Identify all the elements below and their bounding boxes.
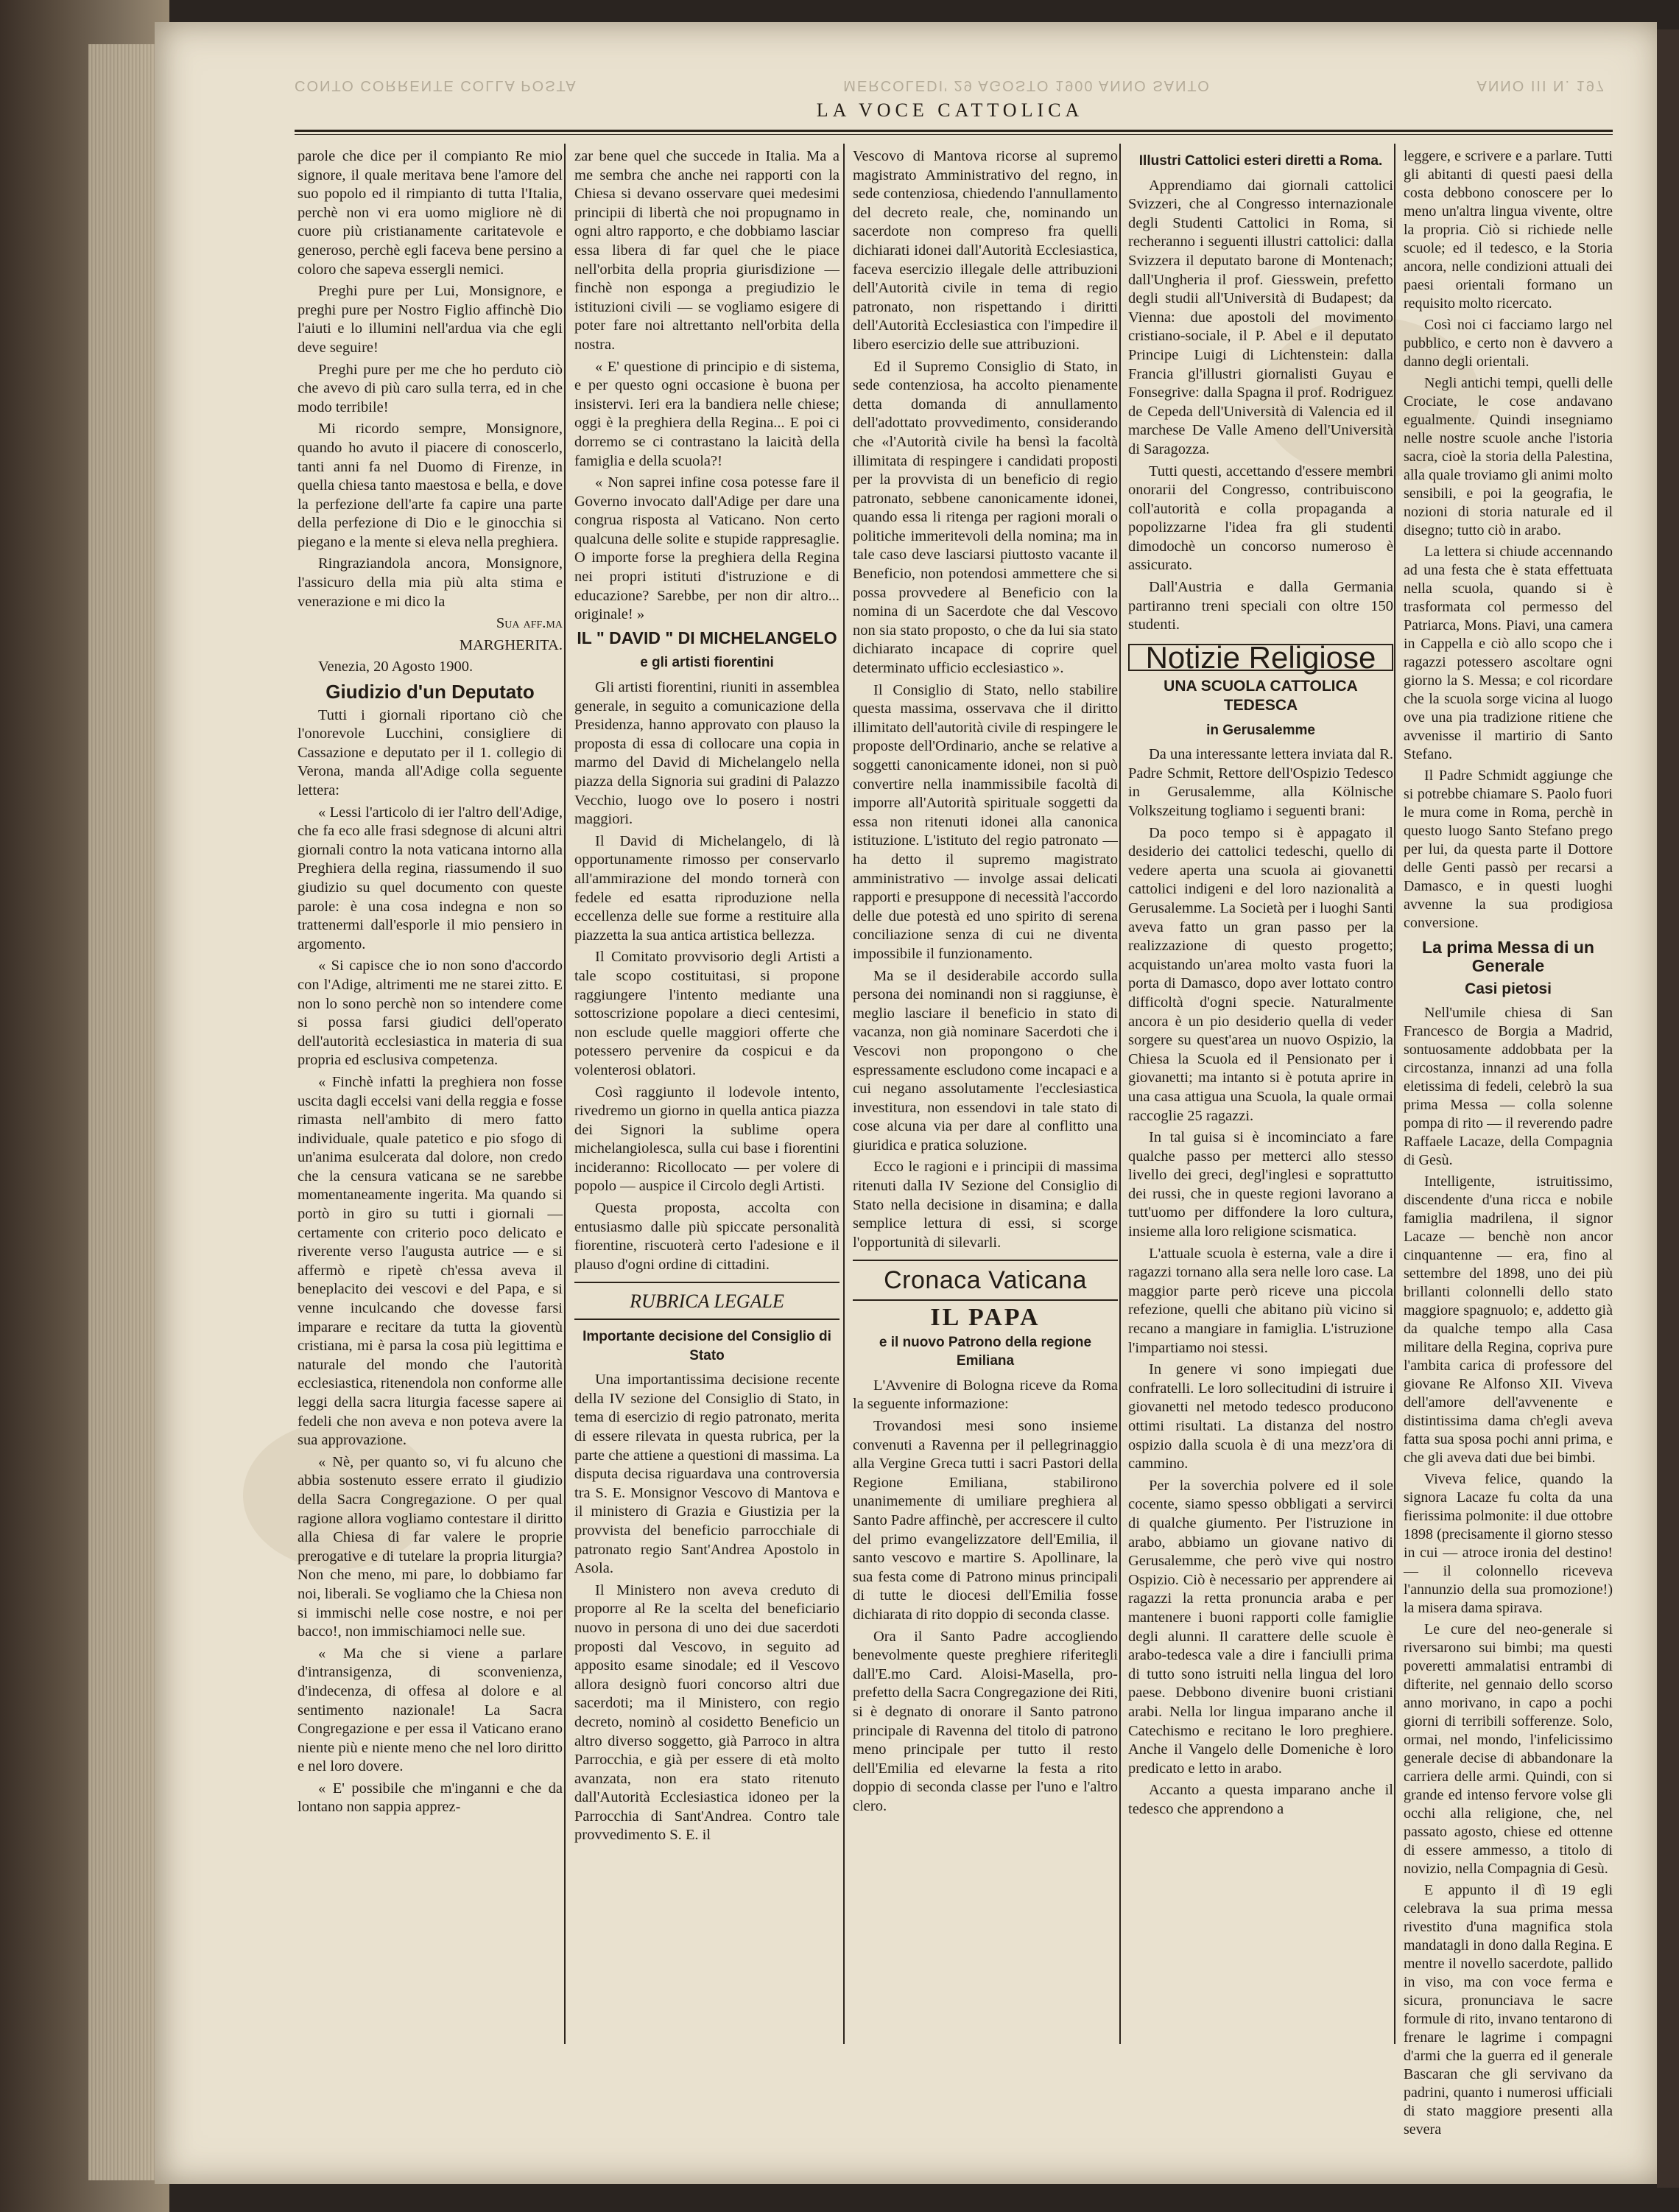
article-heading: IL " DAVID " DI MICHELANGELO	[577, 628, 837, 647]
col3-paragraph: Ecco le ragioni e i principii di massima ritenuti dalla IV Sezione del Consiglio di Stato nella decisione in disamina; e dalla semplice lettura di essi, si scorge l'opportunità di silevarli.	[853, 1159, 1118, 1251]
col1-paragraph: « Nè, per quanto so, vi fu alcuno che abbia sostenuto essere errato il giudizio della Sacra Congregazione. O per qual ragione allora vogliamo contestare il diritto alla Chiesa di far valere le proprie prerogative e di tutelare la propria liturgia? Non che meno, mi pare, lo dobbiamo far noi, liberali. Se vogliamo che la Chiesa non si immischi nelle cose nostre, e noi per bacco!, non immischiamoci nelle sue.	[298, 1453, 563, 1640]
column-2	[574, 147, 840, 1848]
col4-paragraph: Da una interessante lettera inviata dal R. Padre Schmit, Rettore dell'Ospizio Tedesco in Gerusalemme, alla Kölnische Volkszeitung togliamo i seguenti brani:	[1128, 746, 1393, 819]
col1-paragraph: « Ma che si viene a parlare d'intransigenza, di sconvenienza, d'indecenza, di offesa al dolore e al sentimento nazionale! La Sacra Congregazione e per essa il Vaticano erano niente più e niente meno che nel loro diritto e nel loro dovere.	[298, 1645, 563, 1775]
col5-paragraph: Le cure del neo-generale si riversarono sui bimbi; ma questi poveretti ammalatisi entrambi di difterite, nel gennaio dello scorso anno morivano, in capo a pochi giorni di terribili sofferenze. Solo, ormai, nel mondo, l'infelicissimo generale decise di abbandonare la carriera delle armi. Quindi, con si grande ed intenso fervore volse gli occhi alla religione, che, nel passato agosto, chiese ed ottenne di essere ammesso, a titolo di novizio, nella Compagnia di Gesù.	[1404, 1621, 1613, 1877]
header-left: CONTO CORRENTE COLLA POSTA	[295, 77, 577, 94]
col1-paragraph: « Si capisce che io non sono d'accordo con l'Adige, altrimenti me ne starei zitto. E non lo sono perchè non so intendere come si possa farsi giudici dell'operato dell'autorità ecclesiastica in materia di sua propria ed esclusiva competenza.	[298, 958, 563, 1069]
article-heading: Importante decisione del Consiglio di Stato	[582, 1329, 831, 1363]
col1-paragraph: « Lessi l'articolo di ier l'altro dell'Adige, che fa eco alle frasi sdegnose di alcuni altri giornali contro la nota vaticana intorno alla Preghiera della regina, riassumendo il suo giudizio su quel documento con queste parole: è una cosa indegna e non so trattenermi dall'esporle il mio pensiero in argomento.	[298, 804, 563, 952]
col3-paragraph: L'Avvenire di Bologna riceve da Roma la seguente informazione:	[853, 1377, 1118, 1413]
bleed-through-header	[295, 75, 1605, 96]
article-heading: Giudizio d'un Deputato	[325, 681, 535, 703]
col4-paragraph: L'attuale scuola è esterna, vale a dire i ragazzi tornano alla sera nelle loro case. La maggior parte però riceve una piccola refezione, quelli che abitano più vicino si recano a mangiare in famiglia. L'istruzione l'impartiamo noi stessi.	[1128, 1245, 1393, 1356]
section-heading: RUBRICA LEGALE	[630, 1291, 784, 1313]
col2-paragraph: Il Comitato provvisorio degli Artisti a tale scopo costituitasi, si propone raggiungere l'intento mediante una sottoscrizione popolare a dieci centesimi, non esclude quelle maggiori offerte che potessero pervenire da cospicui e da volenterosi oblatori.	[574, 949, 840, 1078]
rubrica-box	[574, 1282, 840, 1320]
col5-paragraph: leggere, e scrivere e a parlare. Tutti gli abitanti di questi paesi della costa debbono conoscere per lo meno un'altra lingua vivente, oltre la propria. Ciò si richiede nelle scuole; ed il tedesco, e la Storia ancora, nelle condizioni attuali dei paesi orientali formano un requisito molto ricercato.	[1404, 148, 1613, 312]
article-heading: La prima Messa di un Generale	[1422, 938, 1594, 975]
col5-paragraph: Intelligente, istruitissimo, discendente d'una ricca e nobile famiglia madrilena, il signor Lacaze — benchè non ancor cinquantenne — era, fino al settembre del 1898, uno dei più brillanti colonnelli dello stato maggiore spagnuolo; e, addetto già da qualche tempo alla Casa militare della Regina, copriva pure l'ambita carica di professore del giovane Re Alfonso XII. Viveva dell'amore dell'avvenente e distintissima dama ch'egli aveva fatta sua sposa pochi anni prima, e che gli aveva dati due bei bimbi.	[1404, 1173, 1613, 1466]
col4-paragraph: In genere vi sono impiegati due confratelli. Le loro sollecitudini di istruire i giovanetti nel metodo tedesco producono ottimi risultati. La distanza del nostro ospizio dalla scuola è di una mezz'ora di cammino.	[1128, 1361, 1393, 1472]
col4-paragraph: Dall'Austria e dalla Germania partiranno treni speciali con oltre 150 studenti.	[1128, 579, 1393, 633]
column-5	[1404, 147, 1613, 2142]
col4-paragraph: Accanto a questa imparano anche il tedesco che apprendono a	[1128, 1782, 1393, 1817]
masthead-rule-thin	[295, 134, 1613, 135]
section-box	[853, 1260, 1118, 1301]
col5-paragraph: Così noi ci facciamo largo nel pubblico, e certo non è davvero a danno degli orientali.	[1404, 317, 1613, 370]
col4-paragraph: Tutti questi, accettando d'essere membri onorarii del Congresso, contribuiscono coll'autorità e colla propaganda a popolizzarne l'idea fra gli studenti dimodochè un concorso numeroso è assicurato.	[1128, 463, 1393, 574]
column-rule-4	[1394, 144, 1395, 2044]
masthead: LA VOCE CATTOLICA	[816, 99, 1084, 121]
article-subheading: e il nuovo Patrono della regione Emiliana	[879, 1334, 1092, 1369]
signature-line: Sua aff.ma	[496, 615, 563, 632]
col2-paragraph: Il Ministero non aveva creduto di proporre al Re la scelta del beneficiario nuovo in persona di uno dei due sacerdoti proposti dal Vescovo, in seguito ad apposito esame sinodale; ed il Vescovo allora designò fuori concorso altri due sacerdoti; ma il Ministero, con regio decreto, nominò al cosidetto Beneficio un altro diverso soggetto, già Parroco in altra Parrocchia, e già per essere di età molto avanzata, non era stato ritenuto dall'Autorità Ecclesiastica idoneo per la Parrocchia di Sant'Andrea. Contro tale provvedimento S. E. il	[574, 1581, 840, 1844]
col3-paragraph: Trovandosi mesi sono insieme convenuti a Ravenna per il pellegrinaggio alla Vergine Greca tutti i sacri Pastori della Regione Emiliana, stabilirono unanimemente di umiliare preghiera al Santo Padre affinchè, per accrescere il culto del primo evangelizzatore dell'Emilia, il santo vescovo e martire S. Apollinare, la sua festa come di Patrono minus principali di tutte le diocesi dell'Emilia fosse dichiarata di rito doppio di seconda classe.	[853, 1418, 1118, 1623]
column-rule-3	[1119, 144, 1121, 2044]
article-subheading: Casi pietosi	[1465, 980, 1552, 997]
article-subheading: in Gerusalemme	[1206, 722, 1315, 738]
signature-name: MARGHERITA.	[459, 636, 563, 653]
col4-paragraph: Per la soverchia polvere ed il sole cocente, siamo spesso obbligati a servirci di qualche giumento. Per l'istruzione in arabo, abbiamo un giovane nativo di Gerusalemme, che però vive qui nostro Ospizio. Ciò è necessario per apprendere ai ragazzi la retta pronuncia araba e per mantenere i buoni rapporti colle famiglie degli alunni. Il carattere delle scuole è arabo-tedesca vale a dire i fanciulli prima di tutto sono istruiti nella lingua del loro paese. Debbono divenire buoni cristiani arabi. Nella lor lingua imparano anche il Catechismo e recitano le loro preghiere. Anche il Vangelo delle Domeniche è loro predicato e letto in arabo.	[1128, 1477, 1393, 1777]
col3-paragraph: Il Consiglio di Stato, nello stabilire questa massima, osservava che il diritto illimitato dell'autorità civile di respingere le proposte dell'Ordinario, anche se relative a soggetti canonicamente idonei, non si può convertire nella inammissibile facoltà di imporre all'Autorità spirituale soggetti da essa non ritenuti idonei alla canonica istituzione. L'istituto del regio patronato — ha detto il supremo magistrato amministrativo — involge assai delicati rapporti e presuppone di necessità l'accordo delle due potestà ed uno spirito di serena conciliazione senza di cui ne diventa impossibile il funzionamento.	[853, 681, 1118, 962]
dateline: Venezia, 20 Agosto 1900.	[318, 659, 474, 675]
col4-paragraph: Apprendiamo dai giornali cattolici Svizzeri, che al Congresso internazionale degli Studenti Cattolici in Roma, si recheranno i seguenti illustri cattolici: dalla Svizzera il deputato barone di Montenach; dall'Ungheria il prof. Giesswein, prefetto degli studii all'Università di Budapest; da Vienna: due apostoli del movimento cristiano-sociale, il P. Abel e il deputato Principe Luigi di Lichtenstein: dalla Francia gl'illustri giornalisti Guyau e Fonsegrive: dalla Spagna il prof. Rodriguez de Cepeda dell'Università di Valencia ed il marchese De Valle Ameno dell'Università di Saragozza.	[1128, 177, 1393, 457]
col2-paragraph: Il David di Michelangelo, di là opportunamente rimosso per conservarlo all'ammirazione del mondo tornerà con fedele ed esatta riproduzione nella eccellenza delle sue forme a restituire alla piazzetta la sua antica artistica bellezza.	[574, 832, 840, 944]
masthead-rule	[295, 130, 1613, 132]
header-center: MERCOLEDI' 29 AGOSTO 1900 ANNO SANTO	[843, 77, 1211, 94]
col2-paragraph: « Non saprei infine cosa potesse fare il Governo invocato dall'Adige per dare una congrua risposta al Vaticano. Non certo qualcuna delle solite e stupide rappresaglie. O importe forse la preghiera della Regina nei propri istituti d'istruzione e di educazione? Sarebbe, per non dir altro... originale! »	[574, 474, 840, 623]
col2-paragraph: Così raggiunto il lodevole intento, rivedremo un giorno in quella antica piazza dei Signori la sublime opera michelangiolesca, sulla cui base i fiorentini incideranno: Ricollocato — per volere di popolo — auspice il Circolo degli Artisti.	[574, 1084, 840, 1195]
col5-paragraph: La lettera si chiude accennando ad una festa che è stata effettuata nella scuola, quando si è trasformata col permesso del Patriarca, Mons. Piavi, una camera in Cappella e ciò allo scopo che i ragazzi potessero ascoltare ogni giorno la S. Messa; e col ricordare che la scuola sorge vicina al luogo ove una pia tradizione ritiene che avvenisse il martirio di Santo Stefano.	[1404, 544, 1613, 762]
col1-paragraph: Mi ricordo sempre, Monsignore, quando ho avuto il piacere di conoscerlo, tanti anni fa nel Duomo di Firenze, in quella chiesa tanto maestosa e bella, e dove la perfezione dell'arte fa capire una parte della perfezione di Dio e le ginocchia si piegano e la mente si eleva nella preghiera.	[298, 421, 563, 550]
section-heading: Cronaca Vaticana	[884, 1266, 1087, 1295]
col3-paragraph: Ora il Santo Padre accogliendo benevolmente queste preghiere riferitegli dall'E.mo Card. Aloisi-Masella, pro-prefetto della Sacra Congregazione dei Riti, si è degnato di onorare il Santo patrono principale di Ravenna del titolo di patrono meno principale per tutto il resto dell'Emilia ed elevarne la festa a rito doppio di seconda classe per l'uno e l'altro clero.	[853, 1628, 1118, 1814]
col5-paragraph: Il Padre Schmidt aggiunge che si potrebbe chiamare S. Paolo fuori le mura come in Roma, perchè in questo luogo Santo Stefano prego per lui, da questa parte il Dottore delle Genti passò per recarsi a Damasco, e in questi luoghi avvenne la sua prodigiosa conversione.	[1404, 768, 1613, 931]
col4-paragraph: In tal guisa si è incominciato a fare qualche passo per metterci allo stesso livello dei greci, degl'inglesi e soprattutto dei russi, che in queste regioni lavorano a tutt'uomo per diffondere la loro cultura, insieme alla loro religione scismatica.	[1128, 1129, 1393, 1240]
col1-paragraph: Tutti i giornali riportano ciò che l'onorevole Lucchini, consigliere di Cassazione e deputato per il 1. collegio di Verona, manda all'Adige colla seguente lettera:	[298, 706, 563, 798]
col2-paragraph: « E' questione di principio e di sistema, e per questo ogni occasione è buona per insistervi. Ieri era la bandiera nelle chiese; oggi è la preghiera della Regina... E poi ci dorremo se ci contrastano la laicità della famiglia e della scuola?!	[574, 358, 840, 469]
col2-paragraph: Gli artisti fiorentini, riuniti in assemblea generale, in seguito a comunicazione della Presidenza, hanno approvato con plauso la proposta di essa di collocare una copia in marmo del David di Michelangelo nella piazza della Signoria sui gradini di Palazzo Vecchio, luogo ove lo posero i nostri maggiori.	[574, 679, 840, 828]
col5-paragraph: Negli antichi tempi, quelli delle Crociate, le cose andavano egualmente. Quindi insegniamo nelle nostre scuole anche l'istoria sacra, cioè la storia della Palestina, alla quale troviamo gli animi molto sensibili, e poi la geografia, le nozioni di storia naturale ed il disegno; tutto ciò in arabo.	[1404, 375, 1613, 538]
right-page-edge	[1657, 29, 1679, 2188]
col1-paragraph: Preghi pure per Lui, Monsignore, e preghi pure per Nostro Figlio affinchè Dio l'aiuti e lo illumini nell'ardua via che egli deve seguire!	[298, 283, 563, 356]
col5-paragraph: Viveva felice, quando la signora Lacaze fu colta da una fierissima polmonite: il due ottobre 1898 (precisamente il giorno stesso in cui — atroce ironia del destino! — il colonnello riceveva l'annunzio della sua promozione!) la misera dama spirava.	[1404, 1471, 1613, 1616]
column-1	[298, 147, 563, 1820]
col2-paragraph: Questa proposta, accolta con entusiasmo dalle più spiccate personalità fiorentine, riscuoterà certo l'adesione e il plauso d'ogni ordine di cittadini.	[574, 1200, 840, 1273]
header-right: ANNO III N. 197	[1476, 77, 1605, 94]
col4-paragraph: Da poco tempo si è appagato il desiderio dei cattolici tedeschi, quello di vedere aperta una scuola ai giovanetti cattolici indigeni e del loro nazionalità a Gerusalemme. La Società per i luoghi Santi aveva fatto un gran passo per la realizzazione di questo progetto; acquistando un'area molto vasta fuori la porta di Damasco, dopo aver lottato contro difficoltà d'ogni specie. Naturalmente ancora è un pio desiderio quella di veder sorgere su quest'area un nuovo Ospizio, la Chiesa la Scuola ed il Pensionato per i giovanetti; ma intanto si è potuta aprire in una casa attigua una Scuola, la quale ormai raccoglie 25 ragazzi.	[1128, 824, 1393, 1124]
col1-paragraph: parole che dice per il compianto Re mio signore, il quale meritava bene l'amore del suo popolo ed il rimpianto di tutta l'Italia, perchè non vi era uomo migliore nè di cuore più cristianamente caritatevole e generoso, perchè egli faceva bene persino a coloro che sapeva essergli nemici.	[298, 148, 563, 278]
article-heading: IL PAPA	[930, 1304, 1041, 1332]
col2-paragraph: Una importantissima decisione recente della IV sezione del Consiglio di Stato, in tema di esercizio di regio patronato, merita di essere rilevata in questa rubrica, per la parte che attiene a questioni di massima. La disputa decisa riguardava una controversia tra S. E. Monsignor Vescovo di Mantova e il ministero di Grazia e Giustizia per la provvista del beneficio parrocchiale di patronato regio Sant'Andrea Apostolo in Asola.	[574, 1372, 840, 1577]
column-3	[853, 147, 1118, 1819]
col1-paragraph: « Finchè infatti la preghiera non fosse uscita dagli eccelsi vani della reggia e fosse rimasta nell'ambito di mero fatto individuale, quale patetico e pio sfogo di un'anima esulcerata dal dolore, non credo che la censura vaticana se ne sarebbe momentaneamente ingerita. Ma quando si portò in giro su tutti i giornali — certamente con criterio poco delicato e riverente verso l'augusta autrice — e si affermò e ripetè ch'essa aveva il beneplacito dei vescovi e del Papa, e si venne inculcando che dovesse farsi imparare e recitare da tutta la gioventù cristiana, mi è parsa la cosa più legittima e naturale del mondo che l'autorità ecclesiastica, ritenendola non conforme alle leggi della sacra liturgia facesse sapere ai fedeli che non aveva e non poteva avere la sua approvazione.	[298, 1073, 563, 1449]
column-4	[1128, 147, 1393, 1822]
col5-paragraph: Nell'umile chiesa di San Francesco de Borgia a Madrid, sontuosamente addobbata per la circostanza, innanzi ad una folla eletissima di fedeli, celebrò la sua prima Messa — colla solenne pompa di rito — il reverendo padre Raffaele Lacaze, della Compagnia di Gesù.	[1404, 1005, 1613, 1168]
col2-paragraph: zar bene quel che succede in Italia. Ma a me sembra che anche nei rapporti con la Chiesa si devano osservare quei medesimi principii di libertà che noi propugnamo in ogni altro rapporto, e che dobbiamo lasciar essa libera di far quel che le piace nell'orbita della propria giurisdizione — finchè non esponga a pregiudizio le istituzioni civili — se vogliamo esigere di poter fare noi altrettanto nell'orbita della nostra.	[574, 148, 840, 353]
col5-paragraph: E appunto il dì 19 egli celebrava la sua prima messa rivestito d'una magnifica stola mandatagli in dono dalla Regina. E mentre il novello sacerdote, pallido in viso, ma con voce ferma e sicura, pronunciava le sacre formule di rito, invano tentarono di frenare le lagrime i compagni d'armi che la guerra ed il generale Bascaran che gli servivano da padrini, quanto i numerosi ufficiali di stato maggiore presenti alla severa	[1404, 1882, 1613, 2138]
column-rule-1	[564, 144, 566, 2044]
col1-paragraph: Preghi pure per me che ho perduto ciò che avevo di più caro sulla terra, ed in che modo terribile!	[298, 361, 563, 415]
col3-paragraph: Vescovo di Mantova ricorse al supremo magistrato Amministrativo del regno, in sede contenziosa, chiedendo l'annullamento del decreto reale, che, nominando un sacerdote non compreso fra quelli dichiarati idonei dall'Autorità Ecclesiastica, faceva esercizio illegale delle attribuzioni dell'Autorità civile in tema di regio patronato, non rispettando i diritti dell'Autorità Ecclesiastica con l'impedire il libero esercizio delle sue attribuzioni.	[853, 148, 1118, 353]
col3-paragraph: Ma se il desiderabile accordo sulla persona dei nominandi non si raggiunse, è meglio lasciare il beneficio in stato di vacanza, non già nominare Sacerdoti che i Vescovi non propongono o che espressamente escludono come incapaci e a cui negano assolutamente l'ecclesiastica investitura, non essendovi in tale stato di cose alcuna via per dare al conflitto una giuridica e pratica soluzione.	[853, 967, 1118, 1154]
col1-paragraph: Ringraziandola ancora, Monsignore, l'assicuro della mia più alta stima e venerazione e mi dico la	[298, 555, 563, 610]
article-subheading: e gli artisti fiorentini	[640, 655, 774, 671]
section-heading: Notizie Religiose	[1128, 644, 1393, 672]
article-heading: Illustri Cattolici esteri diretti a Roma.	[1138, 153, 1383, 169]
col3-paragraph: Ed il Supremo Consiglio di Stato, in sede contenziosa, ha accolto pienamente detta domanda di annullamento dell'adottato provvedimento, considerando che «l'Autorità civile ha bensì la facoltà illimitata di respingere i candidati proposti per la provvista di un beneficio di regio patronato, sebbene canonicamente idonei, quando essa li ritenga per ragioni morali o politiche immeritevoli della nomina; ma in tale caso deve lasciarsi piuttosto vacante il Beneficio, non potendosi ammettere che si possa provvedere al Beneficio con la nomina di un Sacerdote che dal Vescovo non sia stato proposto, o che da lui sia stato dichiarato incapace di coprire quel determinato ufficio ecclesiastico ».	[853, 358, 1118, 677]
column-rule-2	[843, 144, 845, 2044]
article-heading: UNA SCUOLA CATTOLICA TEDESCA	[1164, 678, 1358, 714]
col1-paragraph: « E' possibile che m'inganni e che da lontano non sappia apprez-	[298, 1780, 563, 1816]
